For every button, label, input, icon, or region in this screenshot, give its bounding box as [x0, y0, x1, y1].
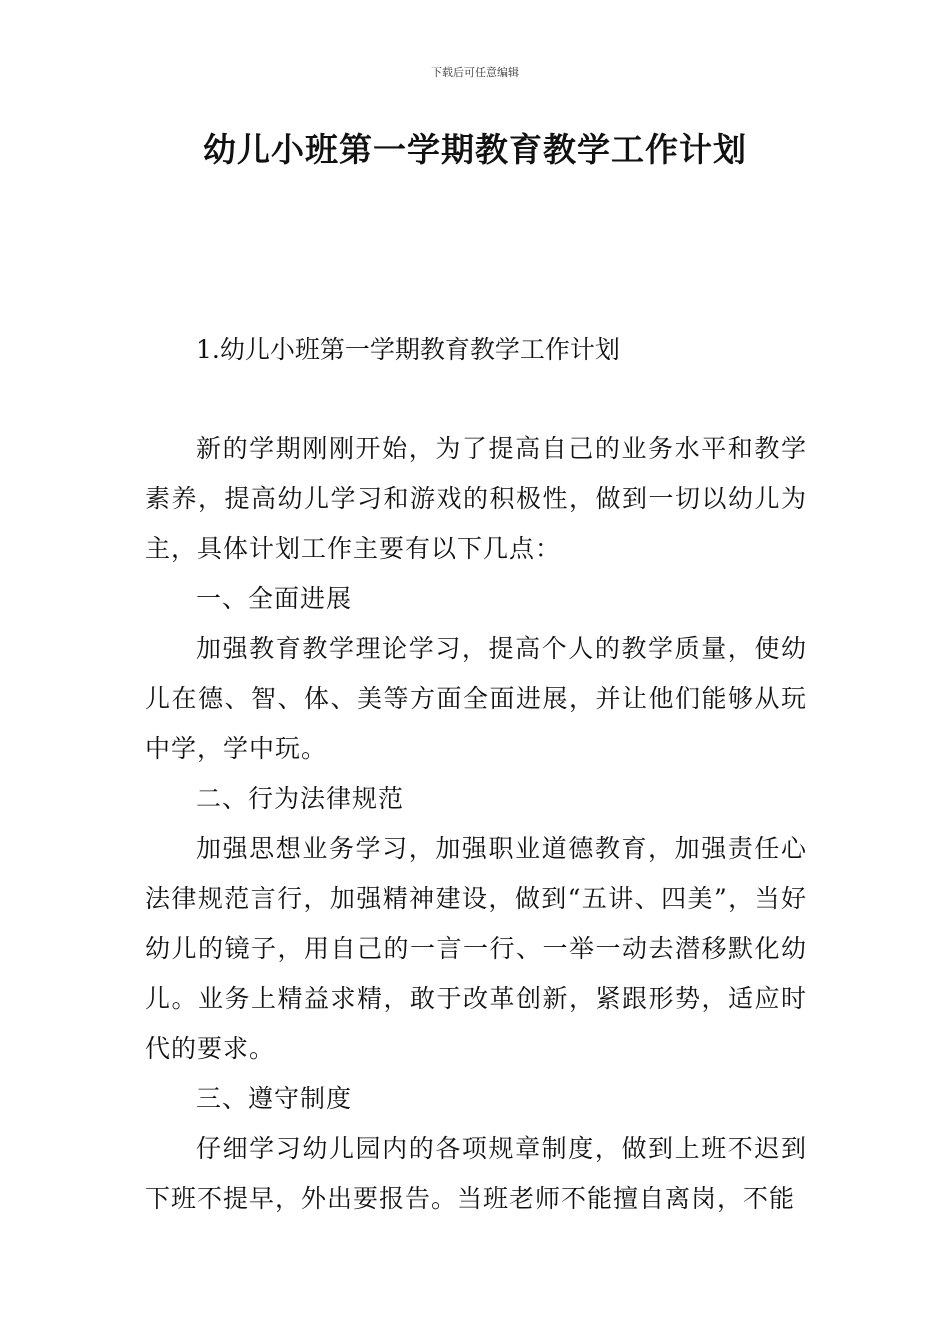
header-note: 下载后可任意编辑: [431, 66, 519, 79]
heading-observe-rules: 三、遵守制度: [196, 1084, 353, 1113]
paragraph-comprehensive-development: 加强教育教学理论学习，提高个人的教学质量，使幼儿在德、智、体、美等方面全面进展，并让他们能够从玩中学，学中玩。: [145, 634, 807, 763]
paragraph-observe-rules: 仔细学习幼儿园内的各项规章制度，做到上班不迟到下班不提早，外出要报告。当班老师不能擅自离岗，不能: [145, 1134, 807, 1213]
document-title: 幼儿小班第一学期教育教学工作计划: [203, 130, 747, 169]
heading-comprehensive-development: 一、全面进展: [196, 584, 353, 613]
paragraph-behavior-norms: 加强思想业务学习，加强职业道德教育，加强责任心法律规范言行，加强精神建设，做到“五讲、四美”，当好幼儿的镜子，用自己的一言一行、一举一动去潜移默化幼儿。业务上精益求精，敢于改革创新，紧跟形势，适应时代的要求。: [145, 834, 807, 1063]
heading-behavior-norms: 二、行为法律规范: [196, 784, 405, 813]
document-body: [145, 424, 807, 1224]
section-title: 1.幼儿小班第一学期教育教学工作计划: [196, 335, 620, 364]
paragraph-intro: 新的学期刚刚开始，为了提高自己的业务水平和教学素养，提高幼儿学习和游戏的积极性，做到一切以幼儿为主，具体计划工作主要有以下几点：: [145, 434, 807, 563]
